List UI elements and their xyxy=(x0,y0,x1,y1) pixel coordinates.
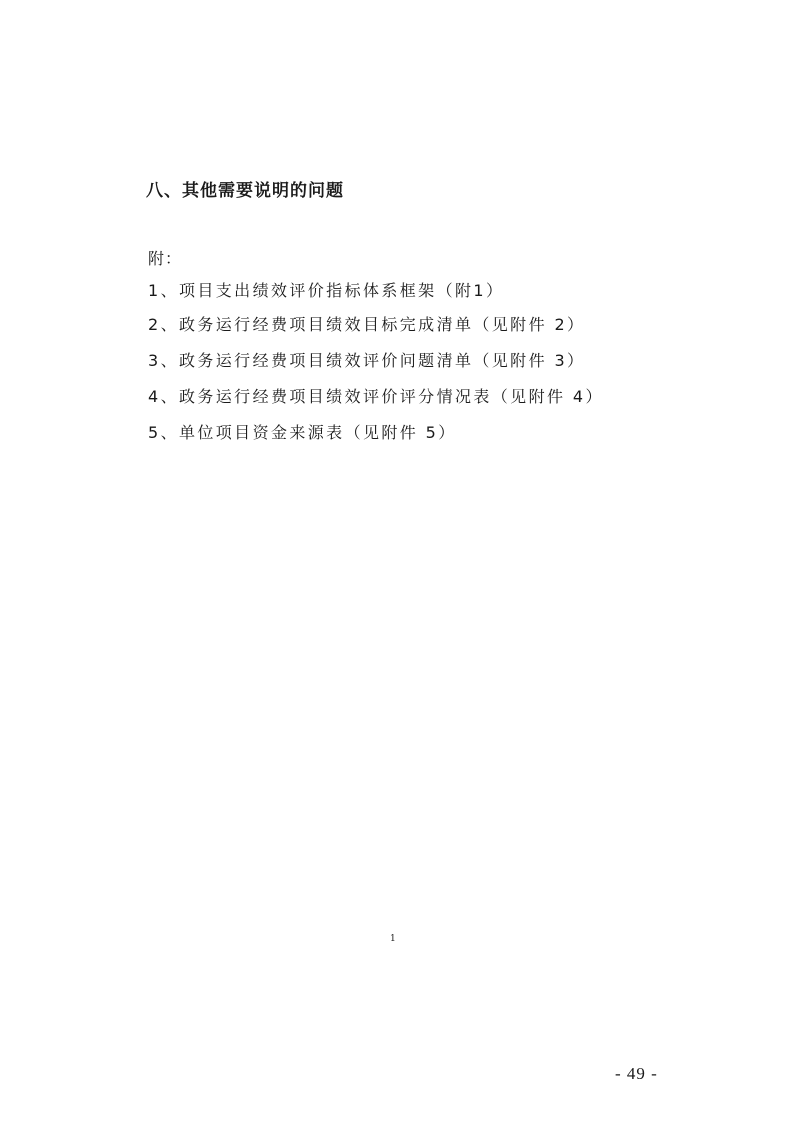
attachment-item-1: 1、项目支出绩效评价指标体系框架（附1） xyxy=(148,281,505,300)
attachment-item-3: 3、政务运行经费项目绩效评价问题清单（见附件 3） xyxy=(148,351,586,370)
page-number: - 49 - xyxy=(615,1064,658,1083)
attachment-item-5: 5、单位项目资金来源表（见附件 5） xyxy=(148,423,457,442)
attachments-label: 附： xyxy=(148,249,183,268)
attachment-item-4: 4、政务运行经费项目绩效评价评分情况表（见附件 4） xyxy=(148,387,604,406)
attachment-item-2: 2、政务运行经费项目绩效目标完成清单（见附件 2） xyxy=(148,315,586,334)
footnote-marker: 1 xyxy=(390,934,396,944)
section-heading: 八、其他需要说明的问题 xyxy=(146,181,344,201)
attachments-list xyxy=(148,282,604,460)
